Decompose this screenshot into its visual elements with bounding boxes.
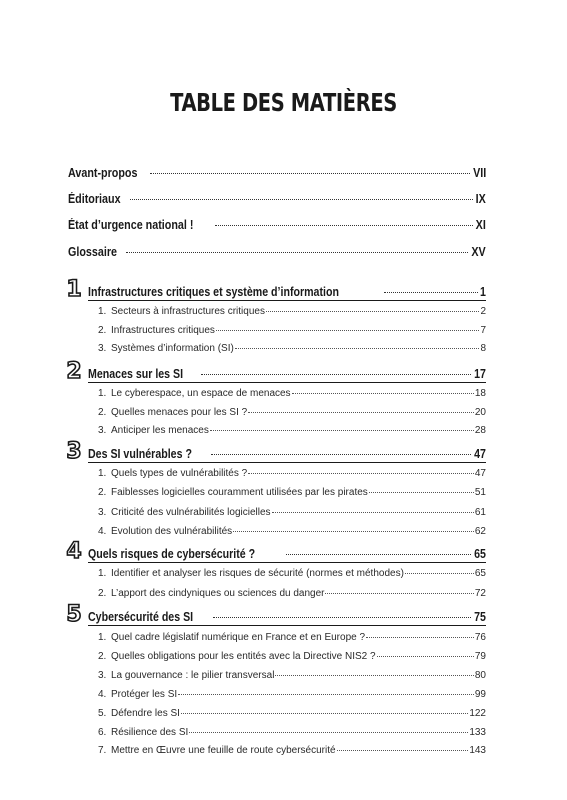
page-number: 133 [469, 727, 486, 738]
dot-leader [181, 713, 468, 714]
section-entry[interactable] [98, 425, 486, 436]
section-number: 3. [98, 507, 107, 518]
section-title: Protéger les SI [111, 689, 178, 700]
section-title: L’apport des cindyniques ou sciences du danger [111, 588, 325, 599]
section-entry[interactable] [98, 568, 486, 579]
section-label [98, 727, 188, 738]
page-number: 75 [474, 610, 486, 624]
section-entry[interactable] [98, 708, 486, 719]
chapter-label: Cybersécurité des SI [88, 610, 194, 624]
dot-leader [272, 512, 474, 513]
front-matter-entry[interactable] [68, 192, 486, 206]
dot-leader [210, 430, 474, 431]
section-number: 3. [98, 425, 107, 436]
section-entry[interactable] [98, 468, 486, 479]
dot-leader [369, 492, 474, 493]
section-label [98, 670, 274, 681]
dot-leader [377, 656, 474, 657]
dot-leader [248, 473, 474, 474]
section-title: Évolution des vulnérabilités [111, 526, 233, 537]
section-title: Quelles menaces pour les SI ? [111, 407, 248, 418]
page-number: 1 [480, 285, 486, 299]
chapter-entry[interactable] [88, 367, 486, 381]
section-label [98, 507, 271, 518]
section-entry[interactable] [98, 388, 486, 399]
chapter-underline [88, 300, 486, 301]
page-number: 47 [474, 468, 486, 479]
page-number: IX [475, 192, 486, 206]
chapter-label: Quels risques de cybersécurité ? [88, 547, 256, 561]
section-label [98, 526, 232, 537]
section-number: 1. [98, 388, 107, 399]
section-entry[interactable] [98, 727, 486, 738]
section-entry[interactable] [98, 487, 486, 498]
dot-leader [213, 617, 471, 618]
page-number: 79 [474, 651, 486, 662]
page-number: 65 [474, 568, 486, 579]
section-number: 7. [98, 745, 107, 756]
section-label [98, 388, 291, 399]
section-label [98, 468, 247, 479]
dot-leader [286, 554, 471, 555]
chapter-number: 3 [66, 439, 82, 464]
page-number: 122 [469, 708, 486, 719]
section-number: 4. [98, 526, 107, 537]
page-number: 7 [480, 325, 486, 336]
dot-leader [248, 412, 474, 413]
chapter-number: 2 [66, 359, 82, 384]
section-title: Résilience des SI [111, 727, 189, 738]
section-number: 1. [98, 568, 107, 579]
section-entry[interactable] [98, 670, 486, 681]
dot-leader [215, 225, 473, 226]
chapter-number: 4 [66, 539, 82, 564]
section-title: Infrastructures critiques [111, 325, 215, 336]
chapter-label: Des SI vulnérables ? [88, 447, 192, 461]
page-number: 72 [474, 588, 486, 599]
section-number: 3. [98, 343, 107, 354]
section-number: 1. [98, 306, 107, 317]
section-number: 6. [98, 727, 107, 738]
section-title: Mettre en Œuvre une feuille de route cybersécurité [111, 745, 336, 756]
chapter-entry[interactable] [88, 610, 486, 624]
section-title: Anticiper les menaces [111, 425, 209, 436]
dot-leader [325, 593, 473, 594]
dot-leader [216, 330, 480, 331]
section-title: Quels types de vulnérabilités ? [111, 468, 248, 479]
section-title: Identifier et analyser les risques de sécurité (normes et méthodes) [111, 568, 404, 579]
page-number: 65 [474, 547, 486, 561]
dot-leader [235, 348, 480, 349]
page-title: TABLE DES MATIÈRES [170, 88, 397, 117]
section-entry[interactable] [98, 343, 486, 354]
chapter-entry[interactable] [88, 547, 486, 561]
section-title: Criticité des vulnérabilités logicielles [111, 507, 271, 518]
section-label [98, 487, 368, 498]
section-entry[interactable] [98, 651, 486, 662]
section-title: La gouvernance : le pilier transversal [111, 670, 275, 681]
front-matter-entry[interactable] [68, 166, 486, 180]
page-number: 8 [480, 343, 486, 354]
section-label [98, 568, 404, 579]
entry-label: Glossaire [68, 245, 118, 259]
chapter-number: 1 [66, 277, 82, 302]
section-entry[interactable] [98, 306, 486, 317]
front-matter-entry[interactable] [68, 218, 486, 232]
section-label [98, 651, 376, 662]
section-entry[interactable] [98, 407, 486, 418]
section-title: Quel cadre législatif numérique en France et en Europe ? [111, 632, 366, 643]
page-number: 62 [474, 526, 486, 537]
section-entry[interactable] [98, 325, 486, 336]
entry-label: Éditoriaux [68, 192, 121, 206]
section-label [98, 425, 209, 436]
chapter-entry[interactable] [88, 285, 486, 299]
chapter-number: 5 [66, 602, 82, 627]
dot-leader [384, 292, 478, 293]
section-number: 2. [98, 588, 107, 599]
page-number: 99 [474, 689, 486, 700]
section-number: 2. [98, 407, 107, 418]
page-number: 2 [480, 306, 486, 317]
section-entry[interactable] [98, 745, 486, 756]
dot-leader [189, 732, 468, 733]
page-number: 143 [469, 745, 486, 756]
page-number: 17 [474, 367, 486, 381]
dot-leader [130, 199, 473, 200]
section-entry[interactable] [98, 507, 486, 518]
section-entry[interactable] [98, 632, 486, 643]
section-number: 1. [98, 468, 107, 479]
section-title: Défendre les SI [111, 708, 180, 719]
section-number: 2. [98, 651, 107, 662]
section-entry[interactable] [98, 588, 486, 599]
section-label [98, 689, 177, 700]
front-matter-entry[interactable] [68, 245, 486, 259]
chapter-underline [88, 462, 486, 463]
page-number: 76 [474, 632, 486, 643]
page-number: 51 [474, 487, 486, 498]
dot-leader [366, 637, 474, 638]
dot-leader [150, 173, 470, 174]
section-entry[interactable] [98, 689, 486, 700]
section-label [98, 306, 265, 317]
section-label [98, 745, 336, 756]
section-title: Faiblesses logicielles couramment utilisées par les pirates [111, 487, 368, 498]
chapter-underline [88, 625, 486, 626]
section-label [98, 588, 324, 599]
page-number: 20 [474, 407, 486, 418]
dot-leader [201, 374, 471, 375]
chapter-underline [88, 562, 486, 563]
page-number: 61 [474, 507, 486, 518]
section-number: 1. [98, 632, 107, 643]
chapter-underline [88, 382, 486, 383]
dot-leader [126, 252, 468, 253]
section-label [98, 708, 180, 719]
chapter-label: Infrastructures critiques et système d’information [88, 285, 339, 299]
page-number: VII [472, 166, 486, 180]
section-number: 3. [98, 670, 107, 681]
page-number: XI [475, 218, 486, 232]
chapter-label: Menaces sur les SI [88, 367, 184, 381]
entry-label: État d’urgence national ! [68, 218, 194, 232]
section-label [98, 407, 247, 418]
page-number: 80 [474, 670, 486, 681]
dot-leader [292, 393, 474, 394]
section-label [98, 632, 365, 643]
chapter-entry[interactable] [88, 447, 486, 461]
page-number: 18 [474, 388, 486, 399]
section-title: Secteurs à infrastructures critiques [111, 306, 265, 317]
dot-leader [337, 750, 469, 751]
dot-leader [233, 531, 474, 532]
dot-leader [275, 675, 473, 676]
section-title: Le cyberespace, un espace de menaces [111, 388, 291, 399]
section-title: Systèmes d’information (SI) [111, 343, 234, 354]
section-number: 2. [98, 325, 107, 336]
section-title: Quelles obligations pour les entités avec la Directive NIS2 ? [111, 651, 376, 662]
page-number: 47 [474, 447, 486, 461]
section-label [98, 343, 234, 354]
dot-leader [405, 573, 474, 574]
section-number: 4. [98, 689, 107, 700]
dot-leader [211, 454, 471, 455]
page-number: 28 [474, 425, 486, 436]
section-number: 5. [98, 708, 107, 719]
section-number: 2. [98, 487, 107, 498]
dot-leader [266, 311, 479, 312]
section-label [98, 325, 215, 336]
section-entry[interactable] [98, 526, 486, 537]
entry-label: Avant-propos [68, 166, 138, 180]
page-number: XV [471, 245, 486, 259]
dot-leader [178, 694, 474, 695]
